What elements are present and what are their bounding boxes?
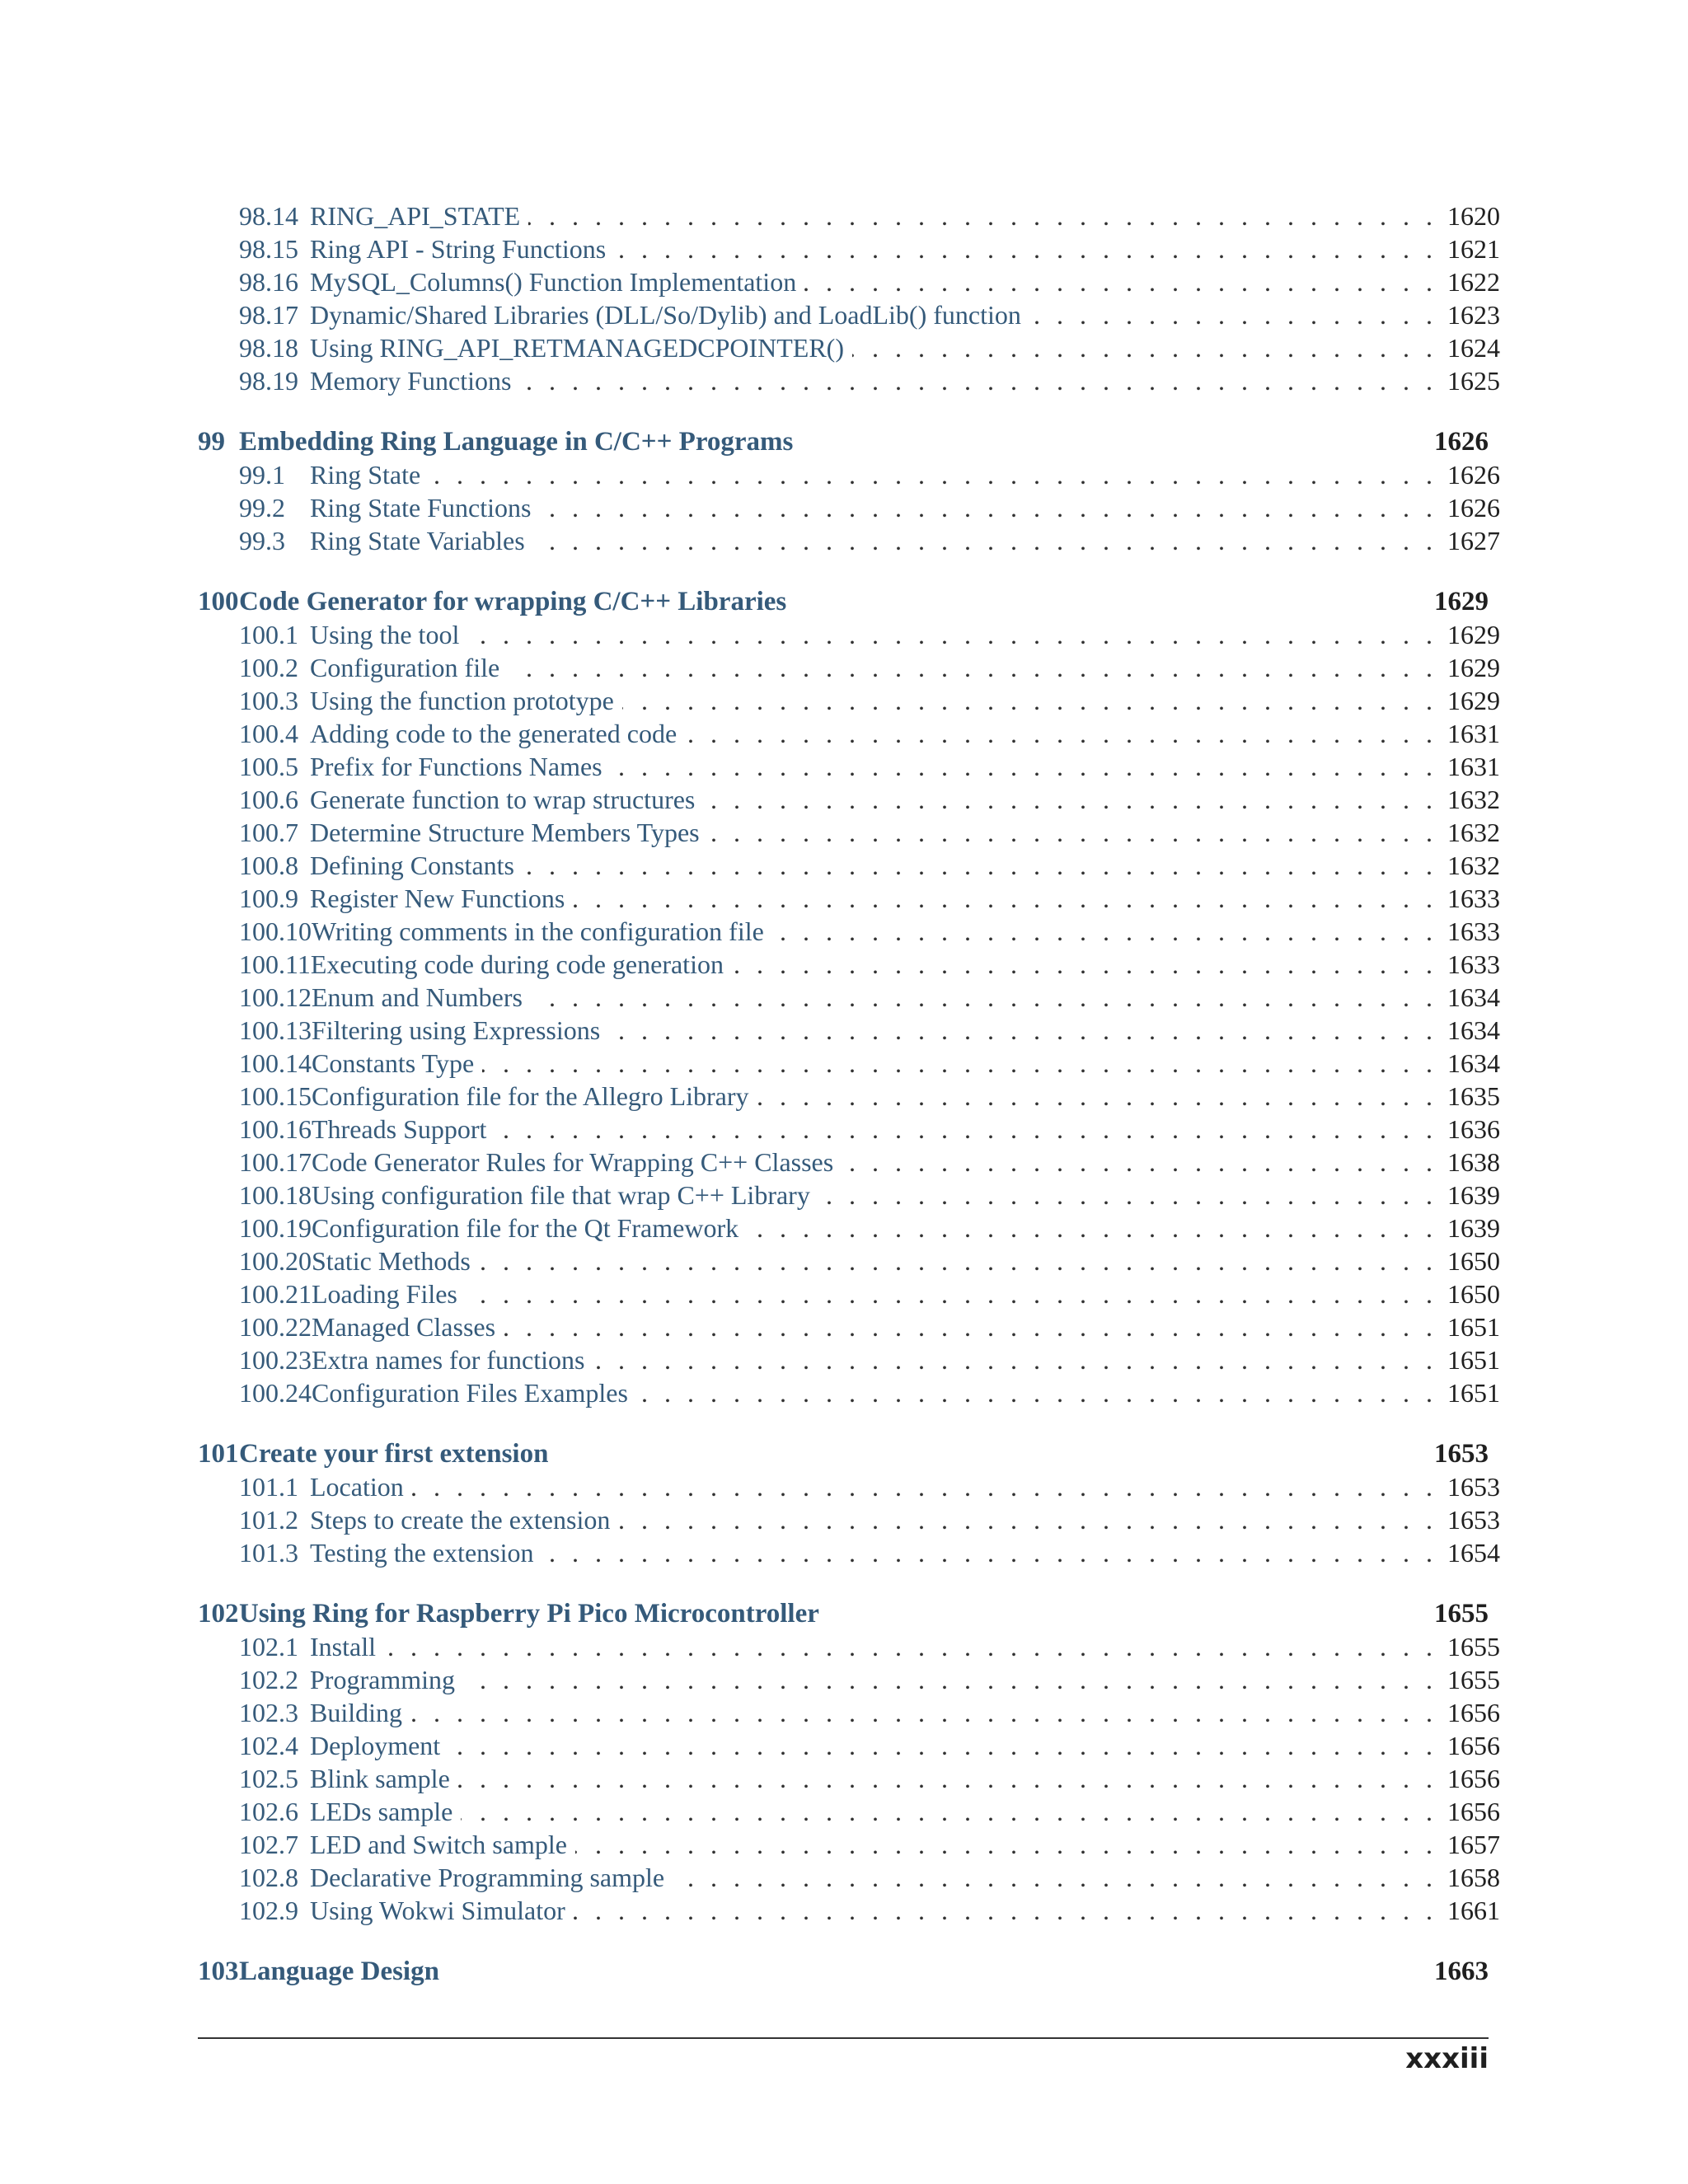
toc-chapter-page: 1626 bbox=[1434, 427, 1489, 457]
toc-leader-dots bbox=[608, 1014, 1432, 1047]
toc-entry-number: 100.6 bbox=[239, 785, 298, 814]
toc-entry-title[interactable]: Executing code during code generation bbox=[310, 949, 724, 979]
toc-entry-number: 100.11 bbox=[239, 949, 311, 979]
toc-entry[interactable] bbox=[198, 1696, 1500, 1729]
toc-leader-dots bbox=[528, 199, 1432, 232]
toc-entry-title[interactable]: Code Generator Rules for Wrapping C++ Classes bbox=[312, 1147, 834, 1177]
toc-entry-number: 102.4 bbox=[239, 1731, 298, 1760]
toc-entry-number: 98.19 bbox=[239, 366, 298, 396]
toc-entry-page: 1650 bbox=[1447, 1279, 1500, 1309]
toc-chapter-title[interactable]: Language Design bbox=[239, 1957, 439, 1986]
toc-entry-number: 100.12 bbox=[239, 982, 312, 1012]
toc-entry-title[interactable]: Ring API - String Functions bbox=[310, 234, 607, 264]
toc-entry-title[interactable]: Install bbox=[310, 1632, 376, 1661]
table-of-contents bbox=[198, 199, 1500, 1988]
toc-leader-dots bbox=[732, 948, 1432, 981]
toc-entry-page: 1653 bbox=[1447, 1505, 1500, 1535]
toc-entry-number: 100.14 bbox=[239, 1048, 312, 1078]
toc-leader-dots bbox=[458, 1762, 1432, 1795]
toc-entry-number: 102.2 bbox=[239, 1665, 298, 1694]
toc-entry-page: 1651 bbox=[1447, 1378, 1500, 1408]
toc-entry-number: 102.3 bbox=[239, 1698, 298, 1727]
toc-leader-dots bbox=[542, 1536, 1432, 1569]
toc-entry-title[interactable]: Using the function prototype bbox=[310, 686, 614, 715]
toc-entry-number: 98.15 bbox=[239, 234, 298, 264]
toc-entry-title[interactable]: Adding code to the generated code bbox=[310, 719, 678, 748]
toc-entry[interactable] bbox=[198, 915, 1500, 948]
toc-entry-title[interactable]: Extra names for functions bbox=[312, 1345, 585, 1375]
toc-entry-number: 99.2 bbox=[239, 493, 285, 523]
toc-entry-title[interactable]: Steps to create the extension bbox=[310, 1505, 611, 1535]
toc-leader-dots bbox=[703, 783, 1432, 816]
toc-entry[interactable] bbox=[198, 1795, 1500, 1828]
toc-leader-dots bbox=[412, 1470, 1432, 1503]
toc-entry-page: 1656 bbox=[1447, 1731, 1500, 1760]
toc-entry-number: 100.15 bbox=[239, 1081, 312, 1111]
toc-chapter[interactable] bbox=[198, 1597, 1500, 1630]
toc-entry-page: 1634 bbox=[1447, 982, 1500, 1012]
toc-entry-title[interactable]: Using configuration file that wrap C++ Library bbox=[312, 1180, 810, 1210]
toc-leader-dots bbox=[448, 1729, 1432, 1762]
toc-leader-dots bbox=[573, 882, 1432, 915]
toc-entry-page: 1632 bbox=[1447, 851, 1500, 880]
toc-entry-number: 100.20 bbox=[239, 1246, 312, 1276]
toc-entry-title[interactable]: Filtering using Expressions bbox=[312, 1015, 601, 1045]
toc-entry[interactable] bbox=[198, 1179, 1500, 1212]
toc-entry[interactable] bbox=[198, 1828, 1500, 1861]
toc-entry-title[interactable]: LED and Switch sample bbox=[310, 1830, 567, 1859]
toc-entry[interactable] bbox=[198, 298, 1500, 331]
toc-entry-title[interactable]: Writing comments in the configuration file bbox=[312, 916, 764, 946]
toc-leader-dots bbox=[479, 1244, 1432, 1277]
footer-rule bbox=[198, 2037, 1489, 2039]
toc-entry-title[interactable]: MySQL_Columns() Function Implementation bbox=[310, 267, 797, 297]
toc-entry-title[interactable]: Register New Functions bbox=[310, 883, 565, 913]
toc-entry[interactable] bbox=[198, 684, 1500, 717]
toc-entry-title[interactable]: RING_API_STATE bbox=[310, 201, 521, 231]
toc-entry-number: 100.21 bbox=[239, 1279, 312, 1309]
toc-entry-title[interactable]: LEDs sample bbox=[310, 1797, 453, 1826]
toc-chapter-title[interactable]: Code Generator for wrapping C/C++ Libraries bbox=[239, 587, 787, 616]
toc-entry-page: 1656 bbox=[1447, 1797, 1500, 1826]
toc-entry[interactable] bbox=[198, 524, 1500, 557]
toc-entry-title[interactable]: Generate function to wrap structures bbox=[310, 785, 696, 814]
toc-entry-page: 1636 bbox=[1447, 1114, 1500, 1144]
toc-chapter[interactable] bbox=[198, 585, 1500, 618]
toc-entry-number: 100.17 bbox=[239, 1147, 312, 1177]
toc-entry-number: 102.7 bbox=[239, 1830, 298, 1859]
toc-entry[interactable] bbox=[198, 849, 1500, 882]
toc-entry-number: 100.9 bbox=[239, 883, 298, 913]
toc-entry-number: 99.1 bbox=[239, 460, 285, 490]
toc-chapter[interactable] bbox=[198, 425, 1500, 458]
toc-entry-page: 1633 bbox=[1447, 949, 1500, 979]
toc-entry-page: 1633 bbox=[1447, 916, 1500, 946]
toc-entry-page: 1632 bbox=[1447, 818, 1500, 847]
toc-leader-dots bbox=[685, 717, 1432, 750]
toc-entry-page: 1635 bbox=[1447, 1081, 1500, 1111]
toc-leader-dots bbox=[523, 849, 1432, 882]
toc-chapter-page: 1663 bbox=[1434, 1957, 1489, 1986]
toc-entry[interactable] bbox=[198, 458, 1500, 491]
toc-leader-dots bbox=[673, 1861, 1432, 1894]
toc-entry[interactable] bbox=[198, 1729, 1500, 1762]
toc-entry-page: 1653 bbox=[1447, 1472, 1500, 1502]
toc-entry-page: 1621 bbox=[1447, 234, 1500, 264]
toc-leader-dots bbox=[622, 684, 1432, 717]
toc-leader-dots bbox=[618, 1503, 1432, 1536]
toc-leader-dots bbox=[508, 651, 1432, 684]
toc-entry-page: 1631 bbox=[1447, 752, 1500, 781]
toc-entry-page: 1634 bbox=[1447, 1048, 1500, 1078]
toc-entry-number: 99.3 bbox=[239, 526, 285, 555]
toc-leader-dots bbox=[504, 1310, 1432, 1343]
toc-entry-page: 1632 bbox=[1447, 785, 1500, 814]
toc-entry-page: 1629 bbox=[1447, 620, 1500, 649]
toc-entry[interactable] bbox=[198, 1080, 1500, 1113]
toc-entry-page: 1624 bbox=[1447, 333, 1500, 363]
toc-leader-dots bbox=[519, 364, 1432, 397]
toc-entry-page: 1639 bbox=[1447, 1213, 1500, 1243]
toc-entry-number: 102.8 bbox=[239, 1863, 298, 1892]
toc-leader-dots bbox=[539, 491, 1432, 524]
toc-entry-page: 1626 bbox=[1447, 493, 1500, 523]
toc-entry-title[interactable]: Static Methods bbox=[312, 1246, 471, 1276]
toc-entry[interactable] bbox=[198, 1630, 1500, 1663]
toc-chapter-page: 1629 bbox=[1434, 587, 1489, 616]
toc-entry-number: 101.1 bbox=[239, 1472, 298, 1502]
toc-entry-title[interactable]: Programming bbox=[310, 1665, 455, 1694]
toc-entry[interactable] bbox=[198, 1470, 1500, 1503]
toc-leader-dots bbox=[757, 1080, 1432, 1113]
toc-entry-number: 100.7 bbox=[239, 818, 298, 847]
toc-entry-number: 102.6 bbox=[239, 1797, 298, 1826]
toc-leader-dots bbox=[614, 232, 1432, 265]
toc-entry-page: 1627 bbox=[1447, 526, 1500, 555]
toc-leader-dots bbox=[818, 1179, 1432, 1212]
toc-entry[interactable] bbox=[198, 1212, 1500, 1244]
toc-entry[interactable] bbox=[198, 232, 1500, 265]
toc-leader-dots bbox=[708, 816, 1432, 849]
toc-entry[interactable] bbox=[198, 948, 1500, 981]
toc-entry[interactable] bbox=[198, 717, 1500, 750]
toc-chapter[interactable] bbox=[198, 1437, 1500, 1470]
toc-entry[interactable] bbox=[198, 364, 1500, 397]
toc-leader-dots bbox=[747, 1212, 1432, 1244]
toc-entry-number: 100.16 bbox=[239, 1114, 312, 1144]
toc-entry-number: 100.3 bbox=[239, 686, 298, 715]
toc-entry[interactable] bbox=[198, 491, 1500, 524]
toc-entry-page: 1625 bbox=[1447, 366, 1500, 396]
toc-chapter-title[interactable]: Create your first extension bbox=[239, 1439, 549, 1469]
toc-entry-title[interactable]: Managed Classes bbox=[312, 1312, 496, 1342]
toc-entry-title[interactable]: Blink sample bbox=[310, 1764, 450, 1793]
toc-entry-title[interactable]: Ring State Variables bbox=[310, 526, 525, 555]
toc-entry[interactable] bbox=[198, 783, 1500, 816]
toc-entry[interactable] bbox=[198, 1663, 1500, 1696]
toc-entry-title[interactable]: Ring State Functions bbox=[310, 493, 532, 523]
toc-entry-number: 100.8 bbox=[239, 851, 298, 880]
toc-chapter-title[interactable]: Using Ring for Raspberry Pi Pico Microcontroller bbox=[239, 1599, 819, 1629]
toc-entry-title[interactable]: Deployment bbox=[310, 1731, 441, 1760]
toc-chapter-number: 103 bbox=[198, 1957, 239, 1986]
toc-leader-dots bbox=[466, 1277, 1432, 1310]
toc-entry-number: 102.9 bbox=[239, 1896, 298, 1925]
toc-entry-title[interactable]: Loading Files bbox=[312, 1279, 457, 1309]
toc-entry-page: 1650 bbox=[1447, 1246, 1500, 1276]
toc-entry-title[interactable]: Constants Type bbox=[312, 1048, 475, 1078]
toc-entry-title[interactable]: Memory Functions bbox=[310, 366, 512, 396]
toc-entry[interactable] bbox=[198, 1894, 1500, 1927]
toc-entry-number: 100.23 bbox=[239, 1345, 312, 1375]
toc-entry-title[interactable]: Dynamic/Shared Libraries (DLL/So/Dylib) and LoadLib() function bbox=[310, 300, 1021, 330]
toc-leader-dots bbox=[463, 1663, 1432, 1696]
toc-entry-page: 1639 bbox=[1447, 1180, 1500, 1210]
toc-entry[interactable] bbox=[198, 331, 1500, 364]
toc-entry[interactable] bbox=[198, 1146, 1500, 1179]
toc-entry[interactable] bbox=[198, 1343, 1500, 1376]
toc-entry-page: 1657 bbox=[1447, 1830, 1500, 1859]
toc-entry-page: 1622 bbox=[1447, 267, 1500, 297]
toc-chapter[interactable] bbox=[198, 1955, 1500, 1988]
toc-leader-dots bbox=[429, 458, 1432, 491]
toc-entry-page: 1651 bbox=[1447, 1345, 1500, 1375]
toc-entry-number: 101.3 bbox=[239, 1538, 298, 1568]
toc-entry-number: 100.19 bbox=[239, 1213, 312, 1243]
toc-entry-title[interactable]: Location bbox=[310, 1472, 404, 1502]
toc-entry-title[interactable]: Testing the extension bbox=[310, 1538, 534, 1568]
toc-entry[interactable] bbox=[198, 651, 1500, 684]
toc-entry[interactable] bbox=[198, 265, 1500, 298]
toc-leader-dots bbox=[533, 524, 1432, 557]
toc-entry-page: 1655 bbox=[1447, 1632, 1500, 1661]
toc-entry-number: 102.5 bbox=[239, 1764, 298, 1793]
toc-leader-dots bbox=[852, 331, 1432, 364]
toc-entry-title[interactable]: Building bbox=[310, 1698, 403, 1727]
toc-entry-page: 1631 bbox=[1447, 719, 1500, 748]
toc-entry[interactable] bbox=[198, 1047, 1500, 1080]
toc-entry-number: 100.24 bbox=[239, 1378, 312, 1408]
toc-entry-number: 100.1 bbox=[239, 620, 298, 649]
toc-chapter-number: 100 bbox=[198, 587, 239, 616]
toc-leader-dots bbox=[467, 618, 1432, 651]
toc-entry-title[interactable]: Threads Support bbox=[312, 1114, 487, 1144]
toc-leader-dots bbox=[1029, 298, 1432, 331]
toc-entry-number: 100.4 bbox=[239, 719, 298, 748]
toc-leader-dots bbox=[593, 1343, 1432, 1376]
toc-entry[interactable] bbox=[198, 1244, 1500, 1277]
toc-entry-title[interactable]: Prefix for Functions Names bbox=[310, 752, 603, 781]
toc-entry-number: 100.10 bbox=[239, 916, 312, 946]
toc-leader-dots bbox=[384, 1630, 1432, 1663]
toc-entry-title[interactable]: Determine Structure Members Types bbox=[310, 818, 700, 847]
toc-entry-page: 1658 bbox=[1447, 1863, 1500, 1892]
toc-entry[interactable] bbox=[198, 1310, 1500, 1343]
toc-entry-title[interactable]: Defining Constants bbox=[310, 851, 514, 880]
toc-leader-dots bbox=[574, 1894, 1432, 1927]
toc-leader-dots bbox=[482, 1047, 1432, 1080]
toc-entry-number: 100.2 bbox=[239, 653, 298, 682]
toc-entry-page: 1633 bbox=[1447, 883, 1500, 913]
toc-entry-number: 100.5 bbox=[239, 752, 298, 781]
toc-entry-number: 98.17 bbox=[239, 300, 298, 330]
toc-entry-title[interactable]: Using the tool bbox=[310, 620, 460, 649]
toc-leader-dots bbox=[575, 1828, 1432, 1861]
toc-entry-page: 1651 bbox=[1447, 1312, 1500, 1342]
toc-entry[interactable] bbox=[198, 1113, 1500, 1146]
toc-entry[interactable] bbox=[198, 1762, 1500, 1795]
toc-entry-title[interactable]: Configuration file for the Allegro Library bbox=[312, 1081, 749, 1111]
toc-entry-title[interactable]: Using Wokwi Simulator bbox=[310, 1896, 565, 1925]
toc-entry-number: 100.13 bbox=[239, 1015, 312, 1045]
toc-chapter-page: 1655 bbox=[1434, 1599, 1489, 1629]
toc-chapter-number: 102 bbox=[198, 1599, 239, 1629]
toc-entry[interactable] bbox=[198, 1277, 1500, 1310]
toc-entry-page: 1656 bbox=[1447, 1764, 1500, 1793]
toc-leader-dots bbox=[410, 1696, 1432, 1729]
toc-entry[interactable] bbox=[198, 199, 1500, 232]
footer-page-number: xxxiii bbox=[1405, 2042, 1489, 2075]
toc-entry-page: 1655 bbox=[1447, 1665, 1500, 1694]
toc-entry-number: 100.18 bbox=[239, 1180, 312, 1210]
toc-chapter-title[interactable]: Embedding Ring Language in C/C++ Programs bbox=[239, 427, 794, 457]
toc-entry[interactable] bbox=[198, 1503, 1500, 1536]
toc-entry-page: 1629 bbox=[1447, 686, 1500, 715]
toc-entry[interactable] bbox=[198, 816, 1500, 849]
toc-entry-page: 1656 bbox=[1447, 1698, 1500, 1727]
toc-entry-page: 1626 bbox=[1447, 460, 1500, 490]
toc-entry-title[interactable]: Enum and Numbers bbox=[312, 982, 523, 1012]
toc-entry[interactable] bbox=[198, 618, 1500, 651]
toc-entry-number: 98.16 bbox=[239, 267, 298, 297]
toc-chapter-number: 99 bbox=[198, 427, 225, 457]
toc-entry-page: 1620 bbox=[1447, 201, 1500, 231]
toc-leader-dots bbox=[531, 981, 1432, 1014]
toc-entry-page: 1638 bbox=[1447, 1147, 1500, 1177]
toc-entry[interactable] bbox=[198, 1536, 1500, 1569]
toc-entry-title[interactable]: Configuration file for the Qt Framework bbox=[312, 1213, 739, 1243]
toc-entry[interactable] bbox=[198, 882, 1500, 915]
toc-entry-number: 101.2 bbox=[239, 1505, 298, 1535]
toc-leader-dots bbox=[804, 265, 1432, 298]
toc-entry[interactable] bbox=[198, 1376, 1500, 1409]
toc-leader-dots bbox=[611, 750, 1432, 783]
toc-entry-title[interactable]: Configuration file bbox=[310, 653, 500, 682]
toc-leader-dots bbox=[636, 1376, 1432, 1409]
toc-entry-title[interactable]: Declarative Programming sample bbox=[310, 1863, 665, 1892]
toc-entry[interactable] bbox=[198, 750, 1500, 783]
toc-entry-page: 1654 bbox=[1447, 1538, 1500, 1568]
toc-entry-page: 1629 bbox=[1447, 653, 1500, 682]
toc-entry-number: 100.22 bbox=[239, 1312, 312, 1342]
toc-entry-page: 1623 bbox=[1447, 300, 1500, 330]
toc-entry[interactable] bbox=[198, 981, 1500, 1014]
toc-entry-title[interactable]: Configuration Files Examples bbox=[312, 1378, 628, 1408]
toc-leader-dots bbox=[772, 915, 1432, 948]
toc-entry-number: 98.14 bbox=[239, 201, 298, 231]
toc-entry-title[interactable]: Ring State bbox=[310, 460, 421, 490]
toc-chapter-number: 101 bbox=[198, 1439, 239, 1469]
toc-entry[interactable] bbox=[198, 1861, 1500, 1894]
toc-leader-dots bbox=[495, 1113, 1432, 1146]
toc-entry-page: 1634 bbox=[1447, 1015, 1500, 1045]
toc-entry-number: 98.18 bbox=[239, 333, 298, 363]
toc-leader-dots bbox=[461, 1795, 1432, 1828]
toc-entry[interactable] bbox=[198, 1014, 1500, 1047]
toc-chapter-page: 1653 bbox=[1434, 1439, 1489, 1469]
toc-entry-number: 102.1 bbox=[239, 1632, 298, 1661]
toc-entry-title[interactable]: Using RING_API_RETMANAGEDCPOINTER() bbox=[310, 333, 844, 363]
toc-entry-page: 1661 bbox=[1447, 1896, 1500, 1925]
toc-leader-dots bbox=[842, 1146, 1432, 1179]
